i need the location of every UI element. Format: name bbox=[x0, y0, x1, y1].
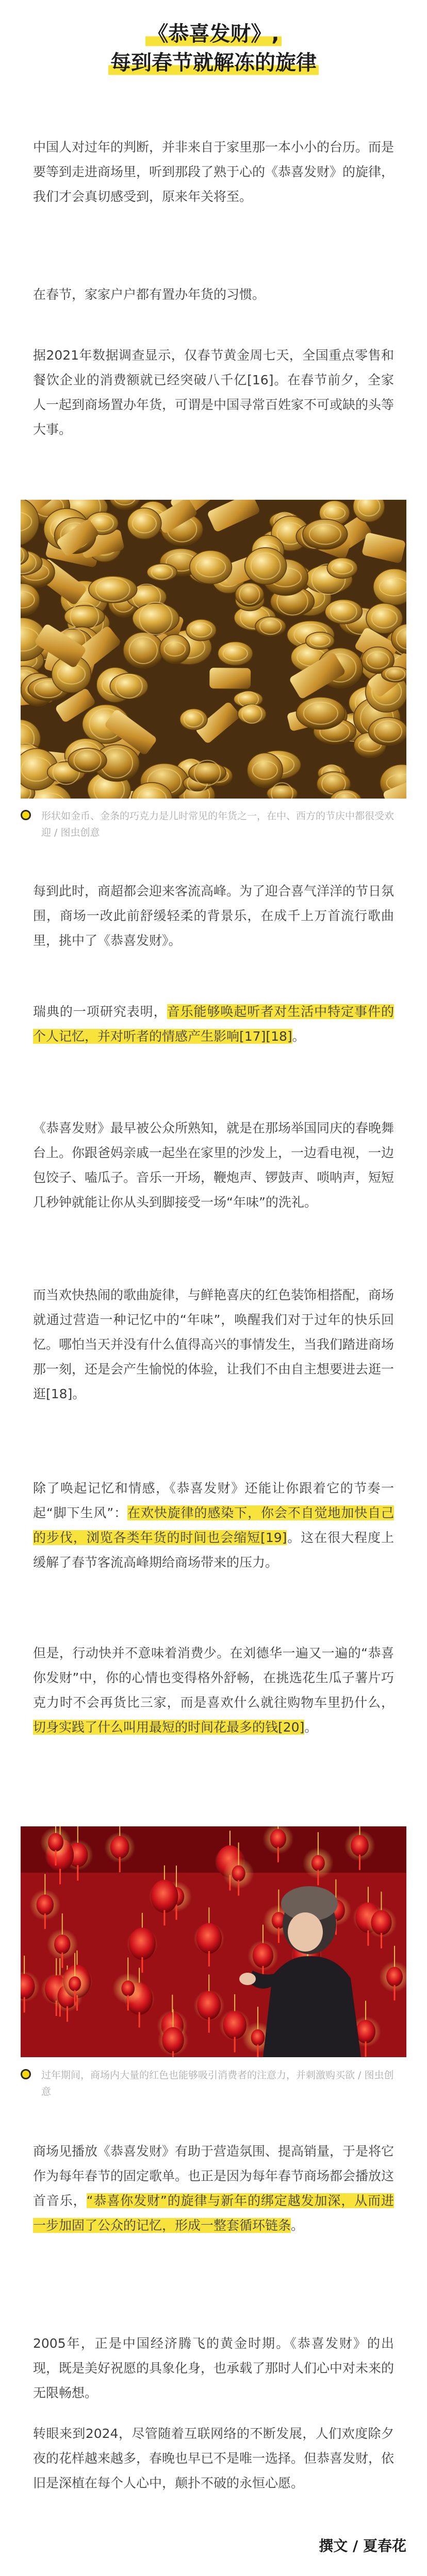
paragraph-12: 转眼来到2024，尽管随着互联网络的不断发展，人们欢度除夕夜的花样越来越多，春晚也早已不是唯一选择。但恭喜发财，依旧是深植在每个人心中，颠扑不破的永恒心愿。 bbox=[33, 2426, 395, 2490]
highlight: 在欢快旋律的感染下，你会不自觉地加快自己的步伐，浏览各类年货的时间也会缩短[19] bbox=[33, 1505, 394, 1545]
figure-1-caption bbox=[21, 808, 406, 844]
highlight: “恭喜你发财”的旋律与新年的绑定越发加深，从而进一步加固了公众的记忆，形成一整套循环链条 bbox=[33, 2193, 394, 2233]
title-line-2: 每到春节就解冻的旋律 bbox=[108, 48, 319, 77]
caption-bullet-icon bbox=[21, 2069, 31, 2079]
highlight: 音乐能够唤起听者对生活中特定事件的个人记忆，并对听者的情感产生影响[17][18] bbox=[33, 1004, 394, 1044]
paragraph-6: 《恭喜发财》最早被公众所熟知，就是在那场举国同庆的春晚舞台上。你跟爸妈亲戚一起坐在家里的沙发上，一边看电视，一边包饺子、嗑瓜子。音乐一开场，鞭炮声、锣鼓声、唢呐声，短短几秒钟就能让你从头到脚接受一场“年味”的洗礼。 bbox=[33, 1121, 395, 1210]
paragraph-9: 但是，行动快并不意味着消费少。在刘德华一遍又一遍的“恭喜你发财”中，你的心情也变得格外舒畅，在挑选花生瓜子薯片巧克力时不会再货比三家，而是喜欢什么就往购物车里扔什么，切身实践了什么叫用最短的时间花最多的钱[20]。 bbox=[33, 1646, 394, 1735]
chocolate-coins-photo bbox=[21, 500, 406, 799]
paragraph-3: 据2021年数据调查显示，仅春节黄金周七天，全国重点零售和餐饮企业的消费额就已经突破八千亿[16]。在春节前夕，全家人一起到商场置办年货，可谓是中国寻常百姓家不可或缺的头等大事。 bbox=[33, 348, 395, 437]
title-line-1: 《恭喜发财》, bbox=[145, 20, 281, 48]
paragraph-8: 除了唤起记忆和情感，《恭喜发财》还能让你跟着它的节奏一起“脚下生风”：在欢快旋律的感染下，你会不自觉地加快自己的步伐，浏览各类年货的时间也会缩短[19]。这在很大程度上缓解了春节客流高峰期给商场带来的压力。 bbox=[33, 1481, 394, 1570]
article-title bbox=[0, 20, 427, 77]
author-credit: 撰文 / 夏春花 bbox=[319, 2537, 406, 2554]
paragraph-2: 在春节，家家户户都有置办年货的习惯。 bbox=[33, 287, 266, 302]
caption-text: 形状如金币、金条的巧克力是儿时常见的年货之一，在中、西方的节庆中都很受欢迎 / 图虫创意 bbox=[41, 810, 395, 838]
caption-bullet-icon bbox=[21, 810, 31, 820]
paragraph-1: 中国人对过年的判断，并非来自于家里那一本小小的台历。而是要等到走进商场里，听到那段了熟于心的《恭喜发财》的旋律，我们才会真切感受到，原来年关将至。 bbox=[33, 140, 395, 204]
figure-2-caption bbox=[21, 2067, 406, 2103]
paragraph-5: 瑞典的一项研究表明，音乐能够唤起听者对生活中特定事件的个人记忆，并对听者的情感产生影响[17][18]。 bbox=[33, 1004, 394, 1044]
red-decorations-photo bbox=[21, 1826, 406, 2057]
paragraph-7: 而当欢快热闹的歌曲旋律，与鲜艳喜庆的红色装饰相搭配，商场就通过营造一种记忆中的“年味”，唤醒我们对于过年的快乐回忆。哪怕当天并没有什么值得高兴的事情发生，当我们踏进商场那一刻，还是会产生愉悦的体验，让我们不由自主想要进去逛一逛[18]。 bbox=[33, 1287, 395, 1401]
paragraph-4: 每到此时，商超都会迎来客流高峰。为了迎合喜气洋洋的节日氛围，商场一改此前舒缓轻柔的背景乐，在成千上万首流行歌曲里，挑中了《恭喜发财》。 bbox=[33, 884, 395, 948]
caption-text: 过年期间，商场内大量的红色也能够吸引消费者的注意力，并刺激购买欲 / 图虫创意 bbox=[41, 2070, 394, 2097]
paragraph-11: 2005年，正是中国经济腾飞的黄金时期。《恭喜发财》的出现，既是美好祝愿的具象化身，也承载了那时人们心中对未来的无限畅想。 bbox=[33, 2336, 395, 2400]
paragraph-10: 商场见播放《恭喜发财》有助于营造氛围、提高销量，于是将它作为每年春节的固定歌单。也正是因为每年春节商场都会播放这首音乐，“恭喜你发财”的旋律与新年的绑定越发加深，从而进一步加固了公众的记忆，形成一整套循环链条。 bbox=[33, 2144, 395, 2233]
highlight: 切身实践了什么叫用最短的时间花最多的钱[20] bbox=[33, 1720, 305, 1735]
